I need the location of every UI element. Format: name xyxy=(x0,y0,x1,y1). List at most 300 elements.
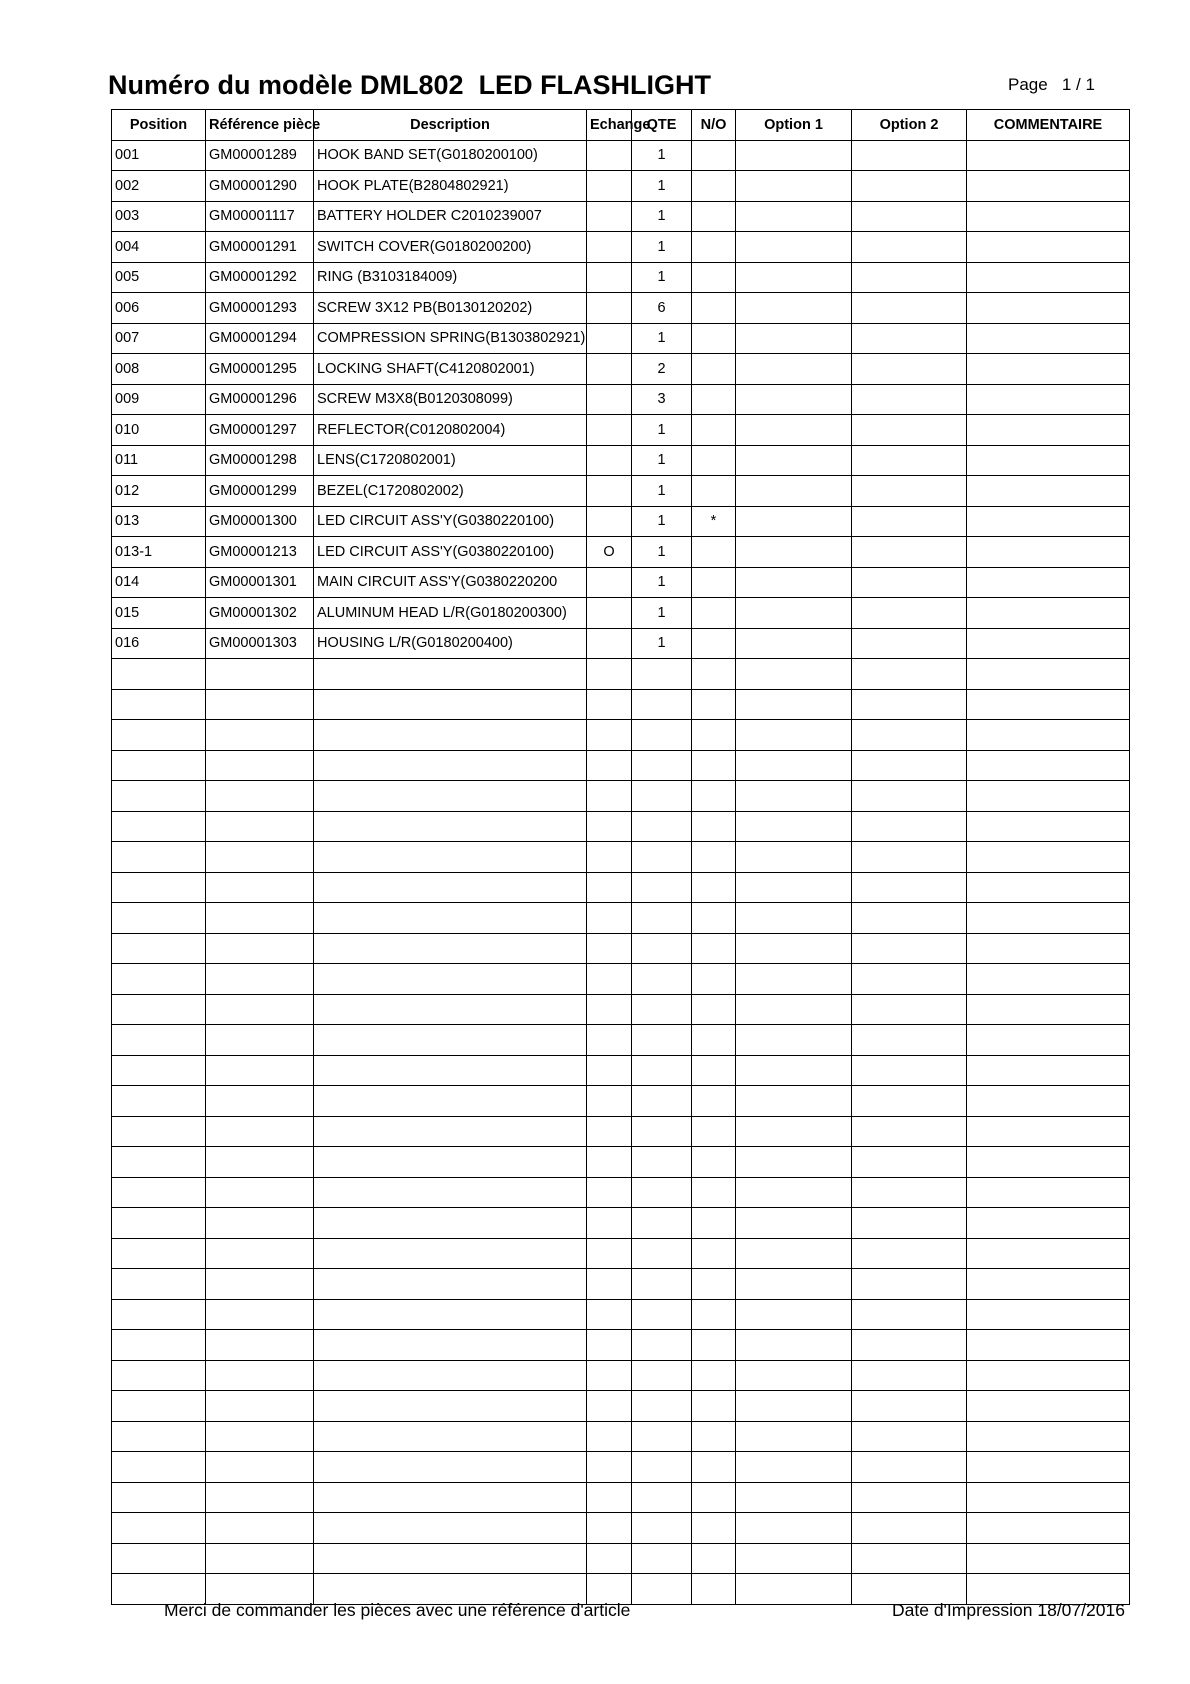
cell-option-1 xyxy=(736,384,852,415)
cell-reference xyxy=(206,1360,314,1391)
cell-qte xyxy=(632,1025,692,1056)
cell-option-1 xyxy=(736,567,852,598)
cell-option-2 xyxy=(852,811,967,842)
cell-qte xyxy=(632,994,692,1025)
table-row xyxy=(112,537,1130,568)
cell-option-2 xyxy=(852,445,967,476)
cell-echange xyxy=(587,1330,632,1361)
table-row xyxy=(112,476,1130,507)
cell-echange xyxy=(587,140,632,171)
cell-description: LED CIRCUIT ASS'Y(G0380220100) xyxy=(314,506,587,537)
footer-order-note: Merci de commander les pièces avec une référence d'article xyxy=(164,1600,631,1620)
parts-table xyxy=(111,109,1130,1605)
cell-commentaire xyxy=(967,1238,1130,1269)
table-row xyxy=(112,354,1130,385)
cell-commentaire xyxy=(967,750,1130,781)
cell-reference: GM00001296 xyxy=(206,384,314,415)
cell-reference xyxy=(206,872,314,903)
cell-option-1 xyxy=(736,506,852,537)
cell-option-2 xyxy=(852,567,967,598)
cell-reference xyxy=(206,689,314,720)
cell-description xyxy=(314,811,587,842)
cell-qte xyxy=(632,1574,692,1605)
cell-echange xyxy=(587,1360,632,1391)
cell-qte xyxy=(632,1116,692,1147)
cell-no xyxy=(692,140,736,171)
cell-reference: GM00001301 xyxy=(206,567,314,598)
cell-option-2 xyxy=(852,1391,967,1422)
cell-option-1 xyxy=(736,872,852,903)
cell-position xyxy=(112,781,206,812)
cell-qte xyxy=(632,1452,692,1483)
cell-option-2 xyxy=(852,1543,967,1574)
cell-option-2 xyxy=(852,140,967,171)
cell-no xyxy=(692,1238,736,1269)
cell-option-1 xyxy=(736,1452,852,1483)
cell-description xyxy=(314,1086,587,1117)
cell-position xyxy=(112,1116,206,1147)
cell-option-1 xyxy=(736,750,852,781)
cell-qte: 3 xyxy=(632,384,692,415)
cell-position: 014 xyxy=(112,567,206,598)
cell-qte xyxy=(632,1360,692,1391)
cell-position xyxy=(112,994,206,1025)
cell-position: 010 xyxy=(112,415,206,446)
cell-option-2 xyxy=(852,872,967,903)
cell-option-1 xyxy=(736,171,852,202)
cell-no xyxy=(692,1269,736,1300)
cell-echange xyxy=(587,1452,632,1483)
cell-option-1 xyxy=(736,598,852,629)
cell-position: 006 xyxy=(112,293,206,324)
cell-option-1 xyxy=(736,1147,852,1178)
cell-option-1 xyxy=(736,1513,852,1544)
cell-option-1 xyxy=(736,1269,852,1300)
cell-reference xyxy=(206,1086,314,1117)
cell-echange: O xyxy=(587,537,632,568)
cell-commentaire xyxy=(967,720,1130,751)
cell-qte xyxy=(632,811,692,842)
cell-qte xyxy=(632,1513,692,1544)
cell-position: 009 xyxy=(112,384,206,415)
cell-position xyxy=(112,1482,206,1513)
cell-description: HOOK BAND SET(G0180200100) xyxy=(314,140,587,171)
cell-echange xyxy=(587,1391,632,1422)
cell-no: * xyxy=(692,506,736,537)
cell-echange xyxy=(587,811,632,842)
cell-position xyxy=(112,1299,206,1330)
cell-no xyxy=(692,1391,736,1422)
cell-commentaire xyxy=(967,872,1130,903)
cell-no xyxy=(692,1299,736,1330)
cell-option-2 xyxy=(852,689,967,720)
cell-qte xyxy=(632,1147,692,1178)
cell-echange xyxy=(587,994,632,1025)
cell-commentaire xyxy=(967,598,1130,629)
cell-echange xyxy=(587,1238,632,1269)
cell-option-1 xyxy=(736,659,852,690)
cell-description xyxy=(314,1482,587,1513)
cell-option-2 xyxy=(852,628,967,659)
cell-no xyxy=(692,323,736,354)
cell-qte xyxy=(632,933,692,964)
cell-option-2 xyxy=(852,1208,967,1239)
cell-commentaire xyxy=(967,1116,1130,1147)
empty-table-row xyxy=(112,933,1130,964)
cell-commentaire xyxy=(967,628,1130,659)
cell-description: BEZEL(C1720802002) xyxy=(314,476,587,507)
cell-echange xyxy=(587,933,632,964)
cell-option-2 xyxy=(852,1055,967,1086)
cell-no xyxy=(692,1330,736,1361)
empty-table-row xyxy=(112,720,1130,751)
cell-description: ALUMINUM HEAD L/R(G0180200300) xyxy=(314,598,587,629)
cell-no xyxy=(692,232,736,263)
cell-option-2 xyxy=(852,201,967,232)
cell-commentaire xyxy=(967,1391,1130,1422)
cell-echange xyxy=(587,781,632,812)
cell-description xyxy=(314,1360,587,1391)
cell-commentaire xyxy=(967,659,1130,690)
cell-position xyxy=(112,1238,206,1269)
cell-no xyxy=(692,1055,736,1086)
cell-no xyxy=(692,201,736,232)
cell-description xyxy=(314,1330,587,1361)
cell-option-2 xyxy=(852,1025,967,1056)
cell-no xyxy=(692,171,736,202)
empty-table-row xyxy=(112,1025,1130,1056)
cell-position: 013-1 xyxy=(112,537,206,568)
cell-qte xyxy=(632,689,692,720)
cell-qte: 1 xyxy=(632,171,692,202)
cell-description xyxy=(314,1177,587,1208)
cell-position xyxy=(112,1513,206,1544)
cell-commentaire xyxy=(967,1421,1130,1452)
cell-qte: 1 xyxy=(632,323,692,354)
cell-reference: GM00001294 xyxy=(206,323,314,354)
cell-option-1 xyxy=(736,720,852,751)
cell-description xyxy=(314,1421,587,1452)
column-header-echange: Echange xyxy=(587,110,632,141)
empty-table-row xyxy=(112,1421,1130,1452)
cell-echange xyxy=(587,872,632,903)
cell-position: 001 xyxy=(112,140,206,171)
cell-description xyxy=(314,781,587,812)
cell-description xyxy=(314,1269,587,1300)
cell-option-1 xyxy=(736,903,852,934)
parts-table-body xyxy=(112,140,1130,1604)
cell-echange xyxy=(587,1208,632,1239)
cell-option-1 xyxy=(736,811,852,842)
cell-option-2 xyxy=(852,781,967,812)
cell-option-1 xyxy=(736,201,852,232)
cell-option-1 xyxy=(736,1116,852,1147)
document-title: Numéro du modèle DML802 LED FLASHLIGHT xyxy=(108,70,712,100)
cell-position xyxy=(112,1452,206,1483)
cell-qte: 1 xyxy=(632,567,692,598)
cell-reference xyxy=(206,842,314,873)
cell-reference: GM00001117 xyxy=(206,201,314,232)
cell-echange xyxy=(587,689,632,720)
cell-position xyxy=(112,1177,206,1208)
cell-no xyxy=(692,1025,736,1056)
cell-position: 015 xyxy=(112,598,206,629)
cell-option-1 xyxy=(736,781,852,812)
cell-position xyxy=(112,872,206,903)
cell-reference: GM00001297 xyxy=(206,415,314,446)
table-row xyxy=(112,506,1130,537)
cell-commentaire xyxy=(967,171,1130,202)
cell-position: 003 xyxy=(112,201,206,232)
cell-position xyxy=(112,964,206,995)
cell-description xyxy=(314,659,587,690)
cell-description xyxy=(314,1238,587,1269)
cell-reference xyxy=(206,781,314,812)
cell-description: HOOK PLATE(B2804802921) xyxy=(314,171,587,202)
cell-description xyxy=(314,1391,587,1422)
empty-table-row xyxy=(112,1391,1130,1422)
cell-echange xyxy=(587,1299,632,1330)
cell-option-2 xyxy=(852,262,967,293)
cell-description xyxy=(314,750,587,781)
cell-position: 002 xyxy=(112,171,206,202)
cell-option-1 xyxy=(736,445,852,476)
table-row xyxy=(112,323,1130,354)
cell-reference xyxy=(206,1421,314,1452)
cell-position xyxy=(112,1391,206,1422)
cell-echange xyxy=(587,506,632,537)
cell-option-2 xyxy=(852,659,967,690)
cell-echange xyxy=(587,171,632,202)
cell-position xyxy=(112,689,206,720)
cell-option-2 xyxy=(852,293,967,324)
cell-commentaire xyxy=(967,476,1130,507)
cell-option-1 xyxy=(736,293,852,324)
cell-echange xyxy=(587,384,632,415)
cell-no xyxy=(692,598,736,629)
cell-option-2 xyxy=(852,537,967,568)
cell-reference xyxy=(206,1116,314,1147)
cell-description xyxy=(314,1208,587,1239)
table-row xyxy=(112,140,1130,171)
cell-commentaire xyxy=(967,232,1130,263)
page-number: Page 1 / 1 xyxy=(1008,75,1095,94)
cell-reference xyxy=(206,903,314,934)
cell-reference xyxy=(206,1025,314,1056)
cell-no xyxy=(692,1452,736,1483)
cell-qte xyxy=(632,1330,692,1361)
cell-qte xyxy=(632,1482,692,1513)
cell-reference: GM00001303 xyxy=(206,628,314,659)
cell-option-1 xyxy=(736,262,852,293)
cell-echange xyxy=(587,354,632,385)
cell-option-2 xyxy=(852,1482,967,1513)
cell-position xyxy=(112,1147,206,1178)
cell-option-2 xyxy=(852,933,967,964)
cell-reference xyxy=(206,933,314,964)
cell-no xyxy=(692,1574,736,1605)
cell-reference xyxy=(206,1269,314,1300)
cell-echange xyxy=(587,1177,632,1208)
cell-commentaire xyxy=(967,964,1130,995)
table-header-row xyxy=(112,110,1130,141)
cell-echange xyxy=(587,1147,632,1178)
cell-qte: 1 xyxy=(632,232,692,263)
cell-qte xyxy=(632,750,692,781)
cell-commentaire xyxy=(967,1452,1130,1483)
empty-table-row xyxy=(112,811,1130,842)
cell-echange xyxy=(587,964,632,995)
cell-no xyxy=(692,567,736,598)
cell-no xyxy=(692,689,736,720)
cell-option-2 xyxy=(852,1513,967,1544)
cell-commentaire xyxy=(967,781,1130,812)
cell-qte xyxy=(632,1055,692,1086)
cell-qte: 1 xyxy=(632,445,692,476)
cell-option-1 xyxy=(736,537,852,568)
empty-table-row xyxy=(112,964,1130,995)
cell-commentaire xyxy=(967,140,1130,171)
cell-position xyxy=(112,750,206,781)
cell-commentaire xyxy=(967,1269,1130,1300)
cell-description: BATTERY HOLDER C2010239007 xyxy=(314,201,587,232)
cell-position xyxy=(112,1208,206,1239)
cell-commentaire xyxy=(967,1025,1130,1056)
cell-option-2 xyxy=(852,506,967,537)
table-row xyxy=(112,171,1130,202)
cell-option-2 xyxy=(852,1360,967,1391)
cell-reference xyxy=(206,720,314,751)
cell-commentaire xyxy=(967,354,1130,385)
cell-position: 012 xyxy=(112,476,206,507)
footer-print-date: Date d'Impression 18/07/2016 xyxy=(892,1600,1125,1620)
cell-option-1 xyxy=(736,1482,852,1513)
cell-no xyxy=(692,842,736,873)
empty-table-row xyxy=(112,1147,1130,1178)
cell-option-1 xyxy=(736,994,852,1025)
cell-no xyxy=(692,994,736,1025)
cell-qte: 6 xyxy=(632,293,692,324)
cell-commentaire xyxy=(967,994,1130,1025)
cell-option-1 xyxy=(736,354,852,385)
cell-qte xyxy=(632,1269,692,1300)
cell-description xyxy=(314,1025,587,1056)
cell-option-2 xyxy=(852,964,967,995)
cell-no xyxy=(692,476,736,507)
cell-commentaire xyxy=(967,1513,1130,1544)
cell-option-2 xyxy=(852,476,967,507)
cell-option-1 xyxy=(736,1238,852,1269)
empty-table-row xyxy=(112,689,1130,720)
cell-qte: 1 xyxy=(632,140,692,171)
cell-commentaire xyxy=(967,1360,1130,1391)
cell-no xyxy=(692,1482,736,1513)
empty-table-row xyxy=(112,1055,1130,1086)
cell-reference xyxy=(206,1482,314,1513)
cell-echange xyxy=(587,903,632,934)
cell-qte xyxy=(632,659,692,690)
cell-qte: 1 xyxy=(632,201,692,232)
cell-reference xyxy=(206,1238,314,1269)
cell-option-1 xyxy=(736,1299,852,1330)
cell-no xyxy=(692,659,736,690)
column-header-no: N/O xyxy=(692,110,736,141)
cell-description xyxy=(314,1513,587,1544)
cell-reference xyxy=(206,1330,314,1361)
cell-qte xyxy=(632,1421,692,1452)
cell-echange xyxy=(587,445,632,476)
cell-no xyxy=(692,1421,736,1452)
cell-no xyxy=(692,1147,736,1178)
cell-description xyxy=(314,1299,587,1330)
cell-qte xyxy=(632,964,692,995)
cell-description: LOCKING SHAFT(C4120802001) xyxy=(314,354,587,385)
cell-echange xyxy=(587,720,632,751)
cell-option-1 xyxy=(736,628,852,659)
cell-option-2 xyxy=(852,354,967,385)
cell-commentaire xyxy=(967,1177,1130,1208)
cell-echange xyxy=(587,598,632,629)
cell-no xyxy=(692,354,736,385)
cell-echange xyxy=(587,1421,632,1452)
cell-position xyxy=(112,842,206,873)
column-header-option-2: Option 2 xyxy=(852,110,967,141)
cell-echange xyxy=(587,293,632,324)
cell-commentaire xyxy=(967,1208,1130,1239)
cell-no xyxy=(692,1360,736,1391)
cell-option-1 xyxy=(736,964,852,995)
cell-position xyxy=(112,1025,206,1056)
cell-echange xyxy=(587,201,632,232)
cell-position: 005 xyxy=(112,262,206,293)
cell-option-1 xyxy=(736,1421,852,1452)
cell-reference: GM00001299 xyxy=(206,476,314,507)
cell-no xyxy=(692,445,736,476)
cell-position xyxy=(112,903,206,934)
cell-echange xyxy=(587,1025,632,1056)
cell-no xyxy=(692,750,736,781)
cell-commentaire xyxy=(967,903,1130,934)
empty-table-row xyxy=(112,1513,1130,1544)
cell-commentaire xyxy=(967,1147,1130,1178)
empty-table-row xyxy=(112,1452,1130,1483)
empty-table-row xyxy=(112,659,1130,690)
cell-qte: 1 xyxy=(632,537,692,568)
cell-description xyxy=(314,903,587,934)
cell-commentaire xyxy=(967,1543,1130,1574)
cell-no xyxy=(692,1116,736,1147)
cell-position xyxy=(112,659,206,690)
cell-option-1 xyxy=(736,476,852,507)
empty-table-row xyxy=(112,842,1130,873)
cell-qte: 1 xyxy=(632,262,692,293)
cell-reference: GM00001290 xyxy=(206,171,314,202)
column-header-description: Description xyxy=(314,110,587,141)
cell-description xyxy=(314,994,587,1025)
cell-commentaire xyxy=(967,537,1130,568)
column-header-commentaire: COMMENTAIRE xyxy=(967,110,1130,141)
cell-no xyxy=(692,415,736,446)
cell-position: 016 xyxy=(112,628,206,659)
empty-table-row xyxy=(112,1330,1130,1361)
cell-option-2 xyxy=(852,720,967,751)
cell-qte xyxy=(632,720,692,751)
cell-reference xyxy=(206,750,314,781)
empty-table-row xyxy=(112,1208,1130,1239)
cell-qte xyxy=(632,1543,692,1574)
cell-position xyxy=(112,1086,206,1117)
cell-option-1 xyxy=(736,140,852,171)
